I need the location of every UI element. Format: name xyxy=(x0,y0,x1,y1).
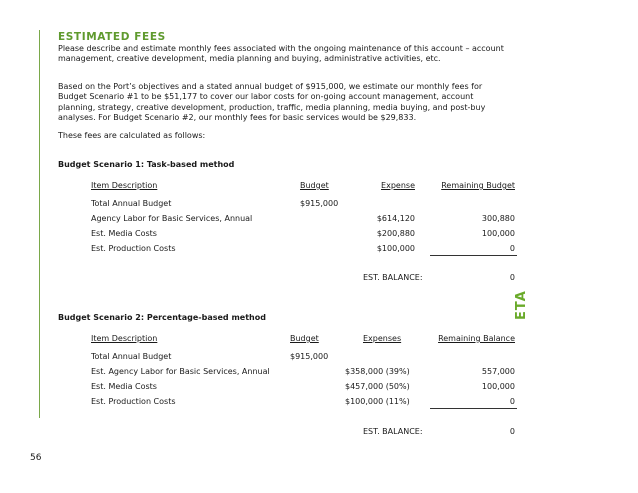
s2-row2-expense: $358,000 (39%) xyxy=(345,367,410,376)
s1-row3-expense: $200,880 xyxy=(376,229,415,238)
page-number: 56 xyxy=(30,453,42,463)
s2-row4-item: Est. Production Costs xyxy=(91,397,176,406)
s1-row4-item: Est. Production Costs xyxy=(91,244,176,253)
s2-row3-expense: $457,000 (50%) xyxy=(345,382,410,391)
s1-row1-budget: $915,000 xyxy=(300,199,339,208)
s1-row1-item: Total Annual Budget xyxy=(91,199,172,208)
s2-row2-item: Est. Agency Labor for Basic Services, Annual xyxy=(91,367,270,376)
s2-balance-label: EST. BALANCE: xyxy=(363,427,423,436)
s1-balance-label: EST. BALANCE: xyxy=(363,273,423,282)
eta-logo: ETA xyxy=(514,290,529,320)
s2-balance-value: 0 xyxy=(509,427,515,436)
s1-row4-remaining: 0 xyxy=(509,244,515,253)
s1-row2-expense: $614,120 xyxy=(376,214,415,223)
margin-rule xyxy=(39,30,40,418)
scenario1-heading: Budget Scenario 1: Task-based method xyxy=(58,160,235,169)
s2-row3-item: Est. Media Costs xyxy=(91,382,157,391)
scenario2-heading: Budget Scenario 2: Percentage-based method xyxy=(58,313,266,322)
s2-row1-item: Total Annual Budget xyxy=(91,352,172,361)
s2-row4-expense: $100,000 (11%) xyxy=(345,397,410,406)
s2-row1-budget: $915,000 xyxy=(290,352,329,361)
section-title: ESTIMATED FEES xyxy=(58,31,166,43)
s2-row3-remaining: 100,000 xyxy=(481,382,515,391)
s2-header-budget: Budget xyxy=(290,334,319,343)
s2-total-rule xyxy=(430,408,517,409)
s1-row4-expense: $100,000 xyxy=(376,244,415,253)
s1-header-remaining: Remaining Budget xyxy=(441,181,515,190)
s2-row2-remaining: 557,000 xyxy=(481,367,515,376)
s2-header-expense: Expenses xyxy=(363,334,402,343)
calc-note: These fees are calculated as follows: xyxy=(58,131,206,140)
s1-total-rule xyxy=(430,255,517,256)
s1-balance-value: 0 xyxy=(509,273,515,282)
s1-row2-remaining: 300,880 xyxy=(481,214,515,223)
s2-header-item: Item Description xyxy=(91,334,158,343)
s1-row3-remaining: 100,000 xyxy=(481,229,515,238)
s2-row4-remaining: 0 xyxy=(509,397,515,406)
s1-row3-item: Est. Media Costs xyxy=(91,229,157,238)
s1-row2-item: Agency Labor for Basic Services, Annual xyxy=(91,214,253,223)
intro-paragraph: Please describe and estimate monthly fees associated with the ongoing maintenance of this account – account management, creative development, media planning and buying, administrative activities, etc. xyxy=(58,44,504,64)
s1-header-budget: Budget xyxy=(300,181,329,190)
body-paragraph: Based on the Port’s objectives and a stated annual budget of $915,000, we estimate our monthly fees for Budget Scenario #1 to be $51,177 to cover our labor costs for on-going account management, account planning, strategy, creative development, production, traffic, media planning, media buying, and post-buy analyses. For Budget Scenario #2, our monthly fees for basic services would be $29,833. xyxy=(58,82,486,123)
s1-header-item: Item Description xyxy=(91,181,158,190)
s1-header-expense: Expense xyxy=(381,181,415,190)
s2-header-remaining: Remaining Balance xyxy=(438,334,515,343)
